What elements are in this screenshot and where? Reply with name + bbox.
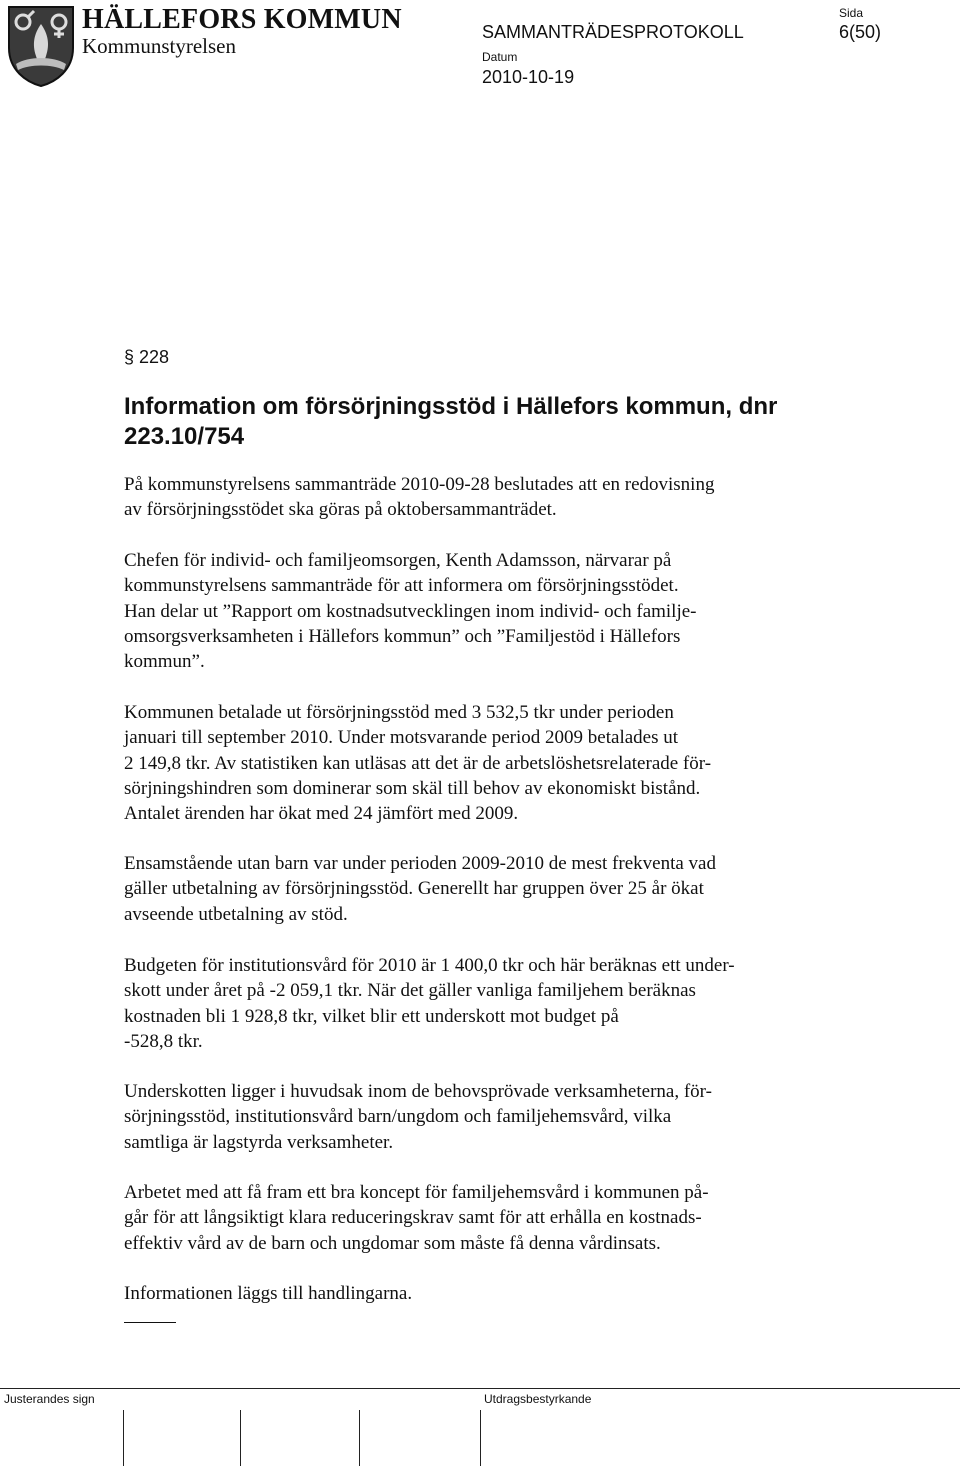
signature-box-divider	[240, 1410, 241, 1466]
paragraph-line: kommunstyrelsens sammanträde för att informera om försörjningsstödet.	[124, 575, 679, 597]
paragraph	[124, 700, 838, 826]
paragraph-line: kostnaden bli 1 928,8 tkr, vilket blir ett underskott mot budget på	[124, 1005, 619, 1027]
paragraph	[124, 953, 838, 1054]
paragraph-line: Antalet ärenden har ökat med 24 jämfört med 2009.	[124, 803, 519, 825]
paragraph	[124, 1281, 838, 1306]
paragraph	[124, 548, 838, 674]
paragraph-line: Kommunen betalade ut försörjningsstöd med 3 532,5 tkr under perioden	[124, 702, 674, 723]
section-number: § 228	[124, 347, 170, 367]
section-title: Information om försörjningsstöd i Hällefors kommun, dnr 223.10/754	[124, 393, 778, 450]
paragraph-line: går för att långsiktigt klara reduceringskrav samt för att erhålla en kostnads-	[124, 1207, 702, 1229]
paragraph	[124, 851, 838, 927]
footer-extract-label: Utdragsbestyrkande	[484, 1392, 592, 1406]
paragraph-line: Ensamstående utan barn var under perioden 2009-2010 de mest frekventa vad	[124, 853, 716, 874]
paragraph-line: avseende utbetalning av stöd.	[124, 903, 348, 925]
paragraph	[124, 1079, 838, 1155]
paragraph-line: 2 149,8 tkr. Av statistiken kan utläsas att det är de arbetslöshetsrelaterade för-	[124, 752, 712, 774]
paragraph-line: Budgeten för institutionsvård för 2010 är 1 400,0 tkr och här beräknas ett under-	[124, 955, 735, 976]
signature-box-divider	[123, 1410, 124, 1466]
date-label: Datum	[482, 50, 518, 64]
paragraph-line: omsorgsverksamheten i Hällefors kommun” och ”Familjestöd i Hällefors	[124, 625, 681, 647]
document-type: SAMMANTRÄDESPROTOKOLL	[482, 22, 744, 42]
organization-unit: Kommunstyrelsen	[82, 34, 236, 58]
paragraph	[124, 472, 838, 523]
paragraph-line: kommun”.	[124, 651, 205, 673]
paragraph-line: -528,8 tkr.	[124, 1030, 203, 1052]
paragraph-line: av försörjningsstödet ska göras på oktobersammanträdet.	[124, 499, 557, 521]
paragraph-line: gäller utbetalning av försörjningsstöd. Generellt har gruppen över 25 år ökat	[124, 878, 704, 900]
paragraph-line: På kommunstyrelsens sammanträde 2010-09-28 beslutades att en redovisning	[124, 474, 715, 495]
paragraph-line: sörjningsstöd, institutionsvård barn/ungdom och familjehemsvård, vilka	[124, 1106, 672, 1128]
paragraph-line: Arbetet med att få fram ett bra koncept för familjehemsvård i kommunen på-	[124, 1182, 709, 1203]
paragraph	[124, 1180, 838, 1256]
footer-sign-label: Justerandes sign	[4, 1392, 95, 1406]
page-label: Sida	[839, 6, 864, 20]
paragraph-line: Underskotten ligger i huvudsak inom de behovsprövade verksamheterna, för-	[124, 1081, 712, 1102]
date-value: 2010-10-19	[482, 67, 575, 87]
footer-divider	[0, 1388, 960, 1389]
paragraph-line: Han delar ut ”Rapport om kostnadsutvecklingen inom individ- och familje-	[124, 600, 697, 622]
paragraph-line: Informationen läggs till handlingarna.	[124, 1283, 413, 1304]
paragraph-line: sörjningshindren som dominerar som skäl till behov av ekonomiskt bistånd.	[124, 777, 701, 799]
coat-of-arms-icon	[6, 4, 76, 88]
paragraph-line: Chefen för individ- och familjeomsorgen, Kenth Adamsson, närvarar på	[124, 550, 672, 571]
end-rule	[124, 1322, 176, 1323]
signature-box-divider	[359, 1410, 360, 1466]
paragraph-line: januari till september 2010. Under motsvarande period 2009 betalades ut	[124, 727, 679, 749]
page-number: 6(50)	[839, 22, 882, 42]
paragraph-line: samtliga är lagstyrda verksamheter.	[124, 1131, 394, 1153]
organization-name: HÄLLEFORS KOMMUN	[82, 4, 402, 35]
paragraph-line: skott under året på -2 059,1 tkr. När det gäller vanliga familjehem beräknas	[124, 980, 696, 1002]
paragraph-line: effektiv vård av de barn och ungdomar som måste få denna vårdinsats.	[124, 1232, 661, 1254]
signature-box-divider	[480, 1410, 481, 1466]
